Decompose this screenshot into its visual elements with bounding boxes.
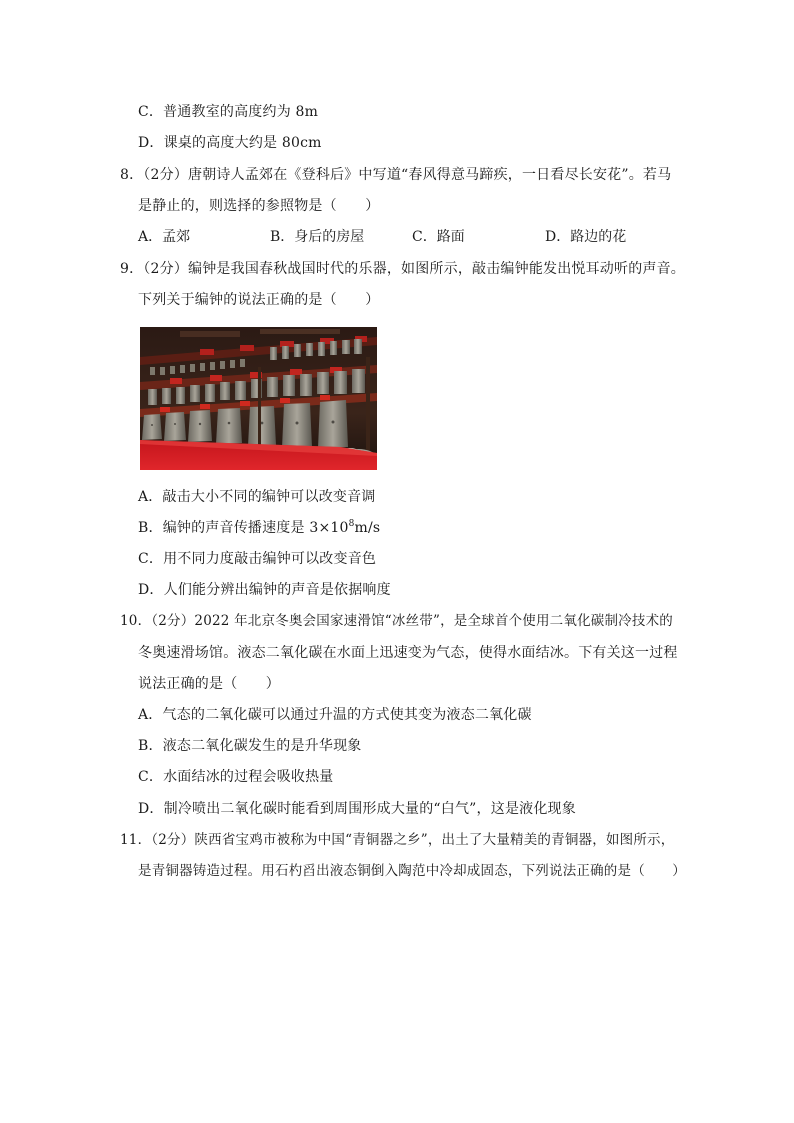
q10-stem-line1: 10．（2分）2022 年北京冬奥会国家速滑馆“冰丝带”，是全球首个使用二氧化碳制冷技术的: [120, 613, 673, 629]
q7-option-d: D．课桌的高度大约是 80cm: [138, 135, 322, 151]
q10-stem-line3: 说法正确的是（ ）: [138, 676, 280, 692]
q9-option-a: A．敲击大小不同的编钟可以改变音调: [138, 489, 376, 505]
q8-option-b: B．身后的房屋: [270, 229, 365, 245]
q10-option-d: D．制冷喷出二氧化碳时能看到周围形成大量的“白气”，这是液化现象: [138, 801, 576, 817]
q11-stem-line1: 11．（2分）陕西省宝鸡市被称为中国“青铜器之乡”，出土了大量精美的青铜器，如图所示，: [120, 832, 675, 848]
q9-option-b: [138, 518, 380, 538]
q9-option-c: C．用不同力度敲击编钟可以改变音色: [138, 551, 377, 567]
q8-stem-line1: 8．（2分）唐朝诗人孟郊在《登科后》中写道“春风得意马蹄疾，一日看尽长安花”。若马: [120, 167, 672, 183]
q9-stem-line1: 9．（2分）编钟是我国春秋战国时代的乐器，如图所示，敲击编钟能发出悦耳动听的声音。: [120, 261, 686, 277]
q11-stem-line2: 是青铜器铸造过程。用石杓舀出液态铜倒入陶范中冷却成固态，下列说法正确的是（ ）: [138, 863, 686, 879]
q10-option-b: B．液态二氧化碳发生的是升华现象: [138, 738, 362, 754]
q8-options-row: [0, 227, 794, 247]
bianzhong-photo: [140, 327, 377, 470]
q8-option-c: C．路面: [412, 229, 465, 245]
q9-option-b-exponent: 8: [348, 519, 355, 529]
q8-option-a: A．孟郊: [138, 229, 191, 245]
q7-option-c: C．普通教室的高度约为 8m: [138, 104, 319, 120]
q9-option-b-prefix: B．编钟的声音传播速度是 3×10: [138, 520, 349, 536]
q10-option-c: C．水面结冰的过程会吸收热量: [138, 769, 334, 785]
q9-option-d: D．人们能分辨出编钟的声音是依据响度: [138, 582, 391, 598]
q9-stem-line2: 下列关于编钟的说法正确的是（ ）: [138, 292, 380, 308]
q10-stem-line2: 冬奥速滑场馆。液态二氧化碳在水面上迅速变为气态，使得水面结冰。下有关这一过程: [138, 645, 678, 661]
q9-option-b-suffix: m/s: [354, 520, 381, 536]
q8-stem-line2: 是静止的，则选择的参照物是（ ）: [138, 198, 380, 214]
q8-option-d: D．路边的花: [545, 229, 627, 245]
q10-option-a: A．气态的二氧化碳可以通过升温的方式使其变为液态二氧化碳: [138, 707, 532, 723]
